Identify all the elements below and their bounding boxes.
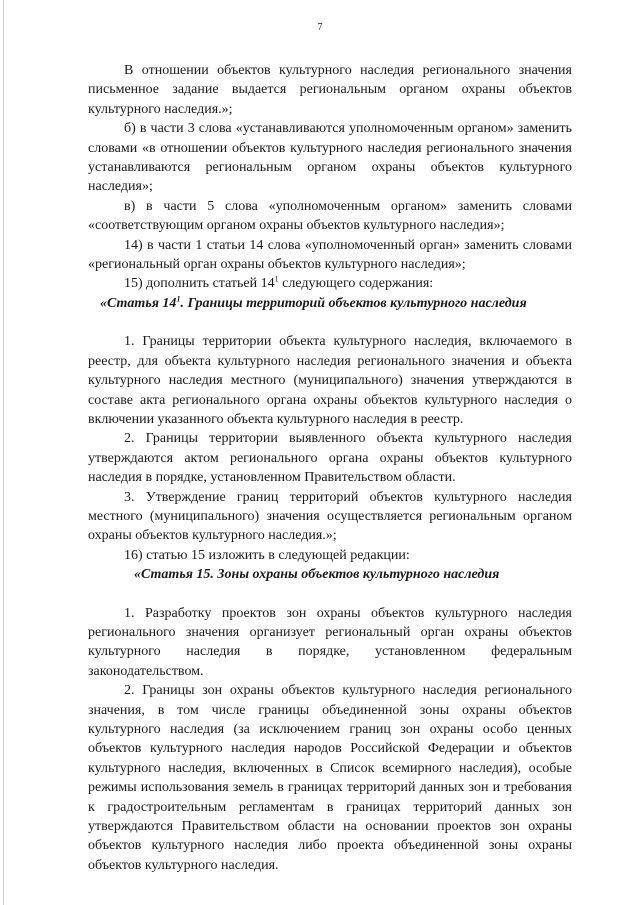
page-number: 7 — [317, 22, 323, 33]
scan-edge-line — [3, 0, 4, 905]
document-body — [88, 61, 572, 875]
paragraph: в) в части 5 слова «уполномоченным органом» заменить словами «соответствующим органом охраны объектов культурного наследия»; — [88, 198, 572, 234]
paragraph-text: следующего содержания: — [278, 276, 434, 292]
article-heading: «Статья 15. Зоны охраны объектов культурного наследия — [134, 567, 500, 583]
paragraph: В отношении объектов культурного наследия регионального значения письменное задание выдается региональным органом охраны объектов культурного наследия.»; — [88, 63, 572, 117]
paragraph: 2. Границы территории выявленного объекта культурного наследия утверждаются актом регионального органа охраны объектов культурного наследия в порядке, установленном Правительством области. — [88, 431, 572, 486]
paragraph: 16) статью 15 изложить в следующей редакции: — [124, 547, 410, 563]
paragraph: б) в части 3 слова «устанавливаются уполномоченным органом» заменить словами «в отношении объектов культурного наследия регионального значения устанавливаются региональным органом охраны объектов культурного наследия»; — [88, 121, 572, 195]
paragraph: 2. Границы зон охраны объектов культурного наследия регионального значения, в том числе границы объединенной зоны охраны объектов культурного наследия (за исключением границ зон охраны особо ценных объектов культурного наследия народов Российской Федерации и объектов культурного наследия, включенных в Список всемирного наследия), особые режимы использования земель в границах территорий данных зон и требования к градостроительным регламентам в границах территорий данных зон утверждаются Правительством области на основании проектов зон охраны объектов культурного наследия либо проекта объединенной зоны охраны объектов культурного наследия. — [88, 683, 572, 873]
paragraph: 3. Утверждение границ территорий объектов культурного наследия местного (муниципального) значения осуществляется региональным органом охраны объектов культурного наследия.»; — [88, 489, 572, 544]
heading-text: . Границы территорий объектов культурного наследия — [180, 295, 527, 311]
paragraph: 14) в части 1 статьи 14 слова «уполномоченный орган» заменить словами «региональный орган охраны объектов культурного наследия»; — [88, 237, 572, 273]
paragraph: 1. Границы территории объекта культурного наследия, включаемого в реестр, для объекта культурного наследия регионального значения и объекта культурного наследия местного (муниципального) значения утверждаются в составе акта регионального органа охраны объектов культурного наследия о включении указанного объекта культурного наследия в реестр. — [88, 334, 572, 427]
heading-text: «Статья 14 — [100, 295, 177, 311]
paragraph — [88, 274, 572, 293]
spacer — [88, 585, 572, 604]
superscript: 1 — [176, 294, 181, 304]
paragraph-text: 15) дополнить статьей 14 — [124, 276, 275, 292]
paragraph: 1. Разработку проектов зон охраны объектов культурного наследия регионального значения организует региональный орган охраны объектов культурного наследия в порядке, установленном федеральным законодательством. — [88, 605, 572, 679]
spacer — [88, 313, 572, 332]
superscript: 1 — [274, 274, 279, 284]
article-heading — [88, 294, 572, 313]
